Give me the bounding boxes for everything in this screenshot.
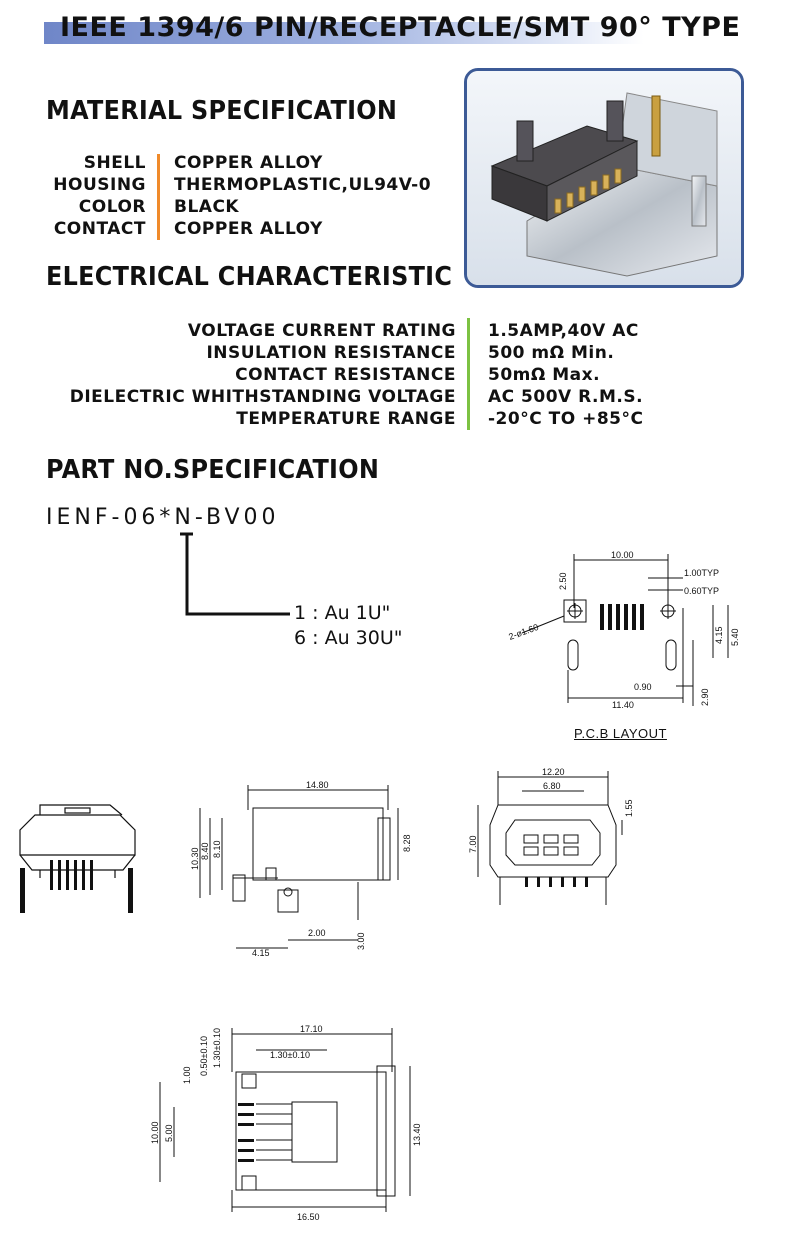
pcb-dim: 2.90 [700, 688, 710, 706]
pcb-dim: 11.40 [612, 700, 634, 710]
side-view-drawing [188, 780, 428, 960]
material-value: COPPER ALLOY [174, 219, 323, 239]
material-label: COLOR [78, 197, 146, 217]
side-dim: 10.30 [190, 847, 200, 870]
pcb-dim: 0.90 [634, 682, 652, 692]
top-dim: 1.30±0.10 [212, 1028, 222, 1068]
top-dim: 17.10 [300, 1024, 323, 1034]
material-label: CONTACT [53, 219, 146, 239]
product-photo [464, 68, 744, 288]
pcb-dim: 5.40 [730, 628, 740, 646]
pcb-layout-drawing [508, 548, 748, 728]
pcb-layout-label: P.C.B LAYOUT [574, 726, 667, 741]
top-dim: 1.30±0.10 [270, 1050, 310, 1060]
front-dim: 12.20 [542, 767, 565, 777]
electrical-heading: ELECTRICAL CHARACTERISTIC [46, 262, 453, 292]
electrical-divider [467, 318, 470, 430]
electrical-label: VOLTAGE CURRENT RATING [187, 321, 456, 341]
electrical-label: CONTACT RESISTANCE [235, 365, 456, 385]
electrical-values [488, 320, 643, 430]
side-dim: 4.15 [252, 948, 270, 958]
electrical-value: 1.5AMP,40V AC [488, 321, 639, 341]
top-dim: 5.00 [164, 1124, 174, 1142]
part-option: 1 : Au 1U" [294, 602, 391, 624]
material-value: BLACK [174, 197, 240, 217]
front-dim: 7.00 [468, 835, 478, 853]
front-view-drawing [468, 765, 634, 915]
side-dim: 3.00 [356, 932, 366, 950]
pcb-dim: 2.50 [558, 572, 568, 590]
material-value: THERMOPLASTIC,UL94V-0 [174, 175, 432, 195]
material-label: SHELL [83, 153, 146, 173]
part-option-leader [175, 532, 295, 622]
pcb-dim: 1.00TYP [684, 568, 720, 578]
material-heading: MATERIAL SPECIFICATION [46, 96, 398, 126]
electrical-value: 500 mΩ Min. [488, 343, 615, 363]
part-option: 6 : Au 30U" [294, 627, 403, 649]
electrical-value: 50mΩ Max. [488, 365, 601, 385]
electrical-labels [40, 320, 456, 430]
front-dim: 6.80 [543, 781, 561, 791]
electrical-value: -20°C TO +85°C [488, 409, 644, 429]
side-dim: 14.80 [306, 780, 329, 790]
top-dim: 1.00 [182, 1066, 192, 1084]
pcb-dim: 4.15 [714, 626, 724, 644]
electrical-label: DIELECTRIC WHITHSTANDING VOLTAGE [69, 387, 456, 407]
top-dim: 10.00 [150, 1121, 160, 1144]
connector-photo-illustration [467, 71, 741, 285]
front-dim: 1.55 [624, 799, 634, 817]
material-label: HOUSING [53, 175, 146, 195]
top-dim: 13.40 [412, 1123, 422, 1146]
top-dim: 16.50 [297, 1212, 320, 1222]
pcb-dim: 2-ø1.60 [507, 621, 540, 642]
pcb-dim: 10.00 [611, 550, 634, 560]
side-dim: 2.00 [308, 928, 326, 938]
side-dim: 8.40 [200, 842, 210, 860]
top-dim: 0.50±0.10 [199, 1036, 209, 1076]
connector-perspective-sketch [10, 800, 140, 920]
electrical-label: TEMPERATURE RANGE [236, 409, 456, 429]
side-dim: 8.10 [212, 840, 222, 858]
top-view-drawing [152, 1022, 422, 1232]
part-number: IENF-06*N-BV00 [46, 505, 280, 530]
pcb-dim: 0.60TYP [684, 586, 720, 596]
material-divider [157, 154, 160, 240]
page-title: IEEE 1394/6 PIN/RECEPTACLE/SMT 90° TYPE [60, 12, 741, 43]
material-labels [40, 152, 146, 240]
material-values [174, 152, 431, 240]
side-dim: 8.28 [402, 834, 412, 852]
electrical-label: INSULATION RESISTANCE [206, 343, 456, 363]
part-heading: PART NO.SPECIFICATION [46, 455, 380, 485]
material-value: COPPER ALLOY [174, 153, 323, 173]
electrical-value: AC 500V R.M.S. [488, 387, 644, 407]
